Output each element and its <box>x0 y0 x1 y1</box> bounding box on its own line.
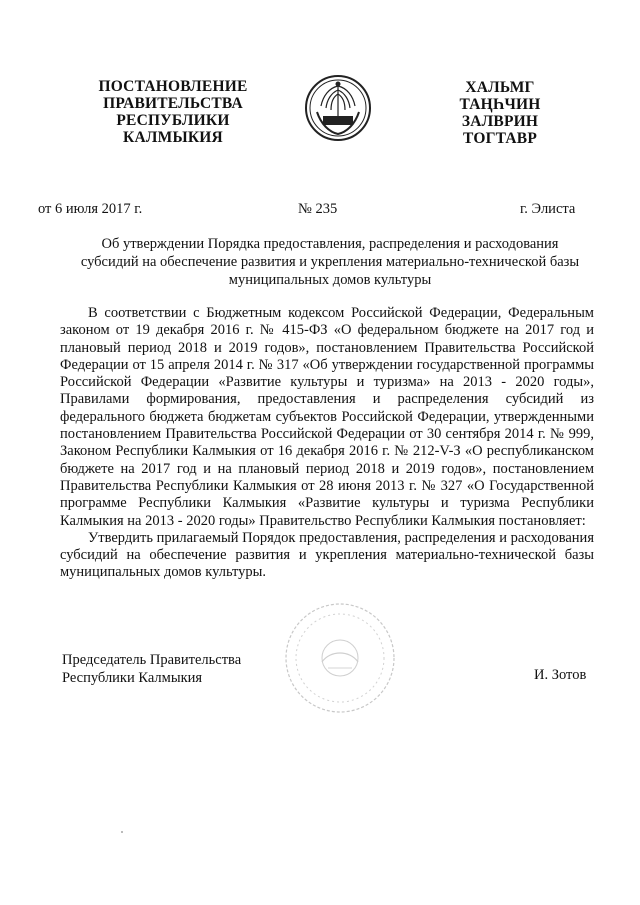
document-date: от 6 июля 2017 г. <box>38 201 143 217</box>
issuer-header-russian <box>78 78 268 146</box>
issuer-line: ХАЛЬМГ <box>465 79 535 96</box>
document-city: г. Элиста <box>520 201 576 217</box>
issuer-line: ПРАВИТЕЛЬСТВА <box>103 95 243 112</box>
signatory-position-line: Республики Калмыкия <box>62 670 203 686</box>
title-line: субсидий на обеспечение развития и укрепления материально-технической базы <box>80 254 580 270</box>
official-seal-icon <box>280 598 400 718</box>
signatory-name: И. Зотов <box>534 667 587 683</box>
issuer-line: ПОСТАНОВЛЕНИЕ <box>98 78 248 95</box>
issuer-header-kalmyk <box>440 79 560 147</box>
document-number: № 235 <box>298 201 338 217</box>
signatory-position-line: Председатель Правительства <box>62 652 242 668</box>
issuer-line: РЕСПУБЛИКИ <box>116 112 230 129</box>
resolution-paragraph: Утвердить прилагаемый Порядок предоставления, распределения и расходования субсидий на обеспечение развития и укрепления материально-технической базы муниципальных домов культуры. <box>60 529 594 581</box>
issuer-line: КАЛМЫКИЯ <box>123 129 223 146</box>
issuer-line: ЗАЛВРИН <box>461 113 539 130</box>
document-body <box>60 305 594 582</box>
title-line: Об утверждении Порядка предоставления, распределения и расходования <box>101 236 559 252</box>
coat-of-arms-emblem-icon <box>303 72 373 144</box>
issuer-line: ТОГТАВР <box>462 130 538 147</box>
issuer-line: ТАҢҺЧИН <box>459 96 541 113</box>
title-line: муниципальных домов культуры <box>228 272 432 288</box>
scan-speck <box>121 831 123 833</box>
signatory-position <box>62 651 241 687</box>
document-title <box>60 235 600 289</box>
preamble-paragraph: В соответствии с Бюджетным кодексом Российской Федерации, Федеральным законом от 19 декабря 2016 г. № 415-ФЗ «О федеральном бюджете на 2017 год и плановый период 2018 и 2019 годов», постановлением Правительства Российской Федерации от 15 апреля 2014 г. № 317 «Об утверждении государственной программы Российской Федерации «Развитие культуры и туризма» на 2013 - 2020 годы», Правилами формирования, предоставления и распределения субсидий из федерального бюджета бюджетам субъектов Российской Федерации, утвержденными постановлением Правительства Российской Федерации от 30 сентября 2014 г. № 999, Законом Республики Калмыкия от 16 декабря 2016 г. № 212-V-З «О республиканском бюджете на 2017 год и на плановый период 2018 и 2019 годов», постановлением Правительства Республики Калмыкия от 28 июня 2013 г. № 327 «О Государственной программе Республики Калмыкия «Развитие культуры и туризма Республики Калмыкия на 2013 - 2020 годы» Правительство Республики Калмыкия постановляет: <box>60 305 594 529</box>
